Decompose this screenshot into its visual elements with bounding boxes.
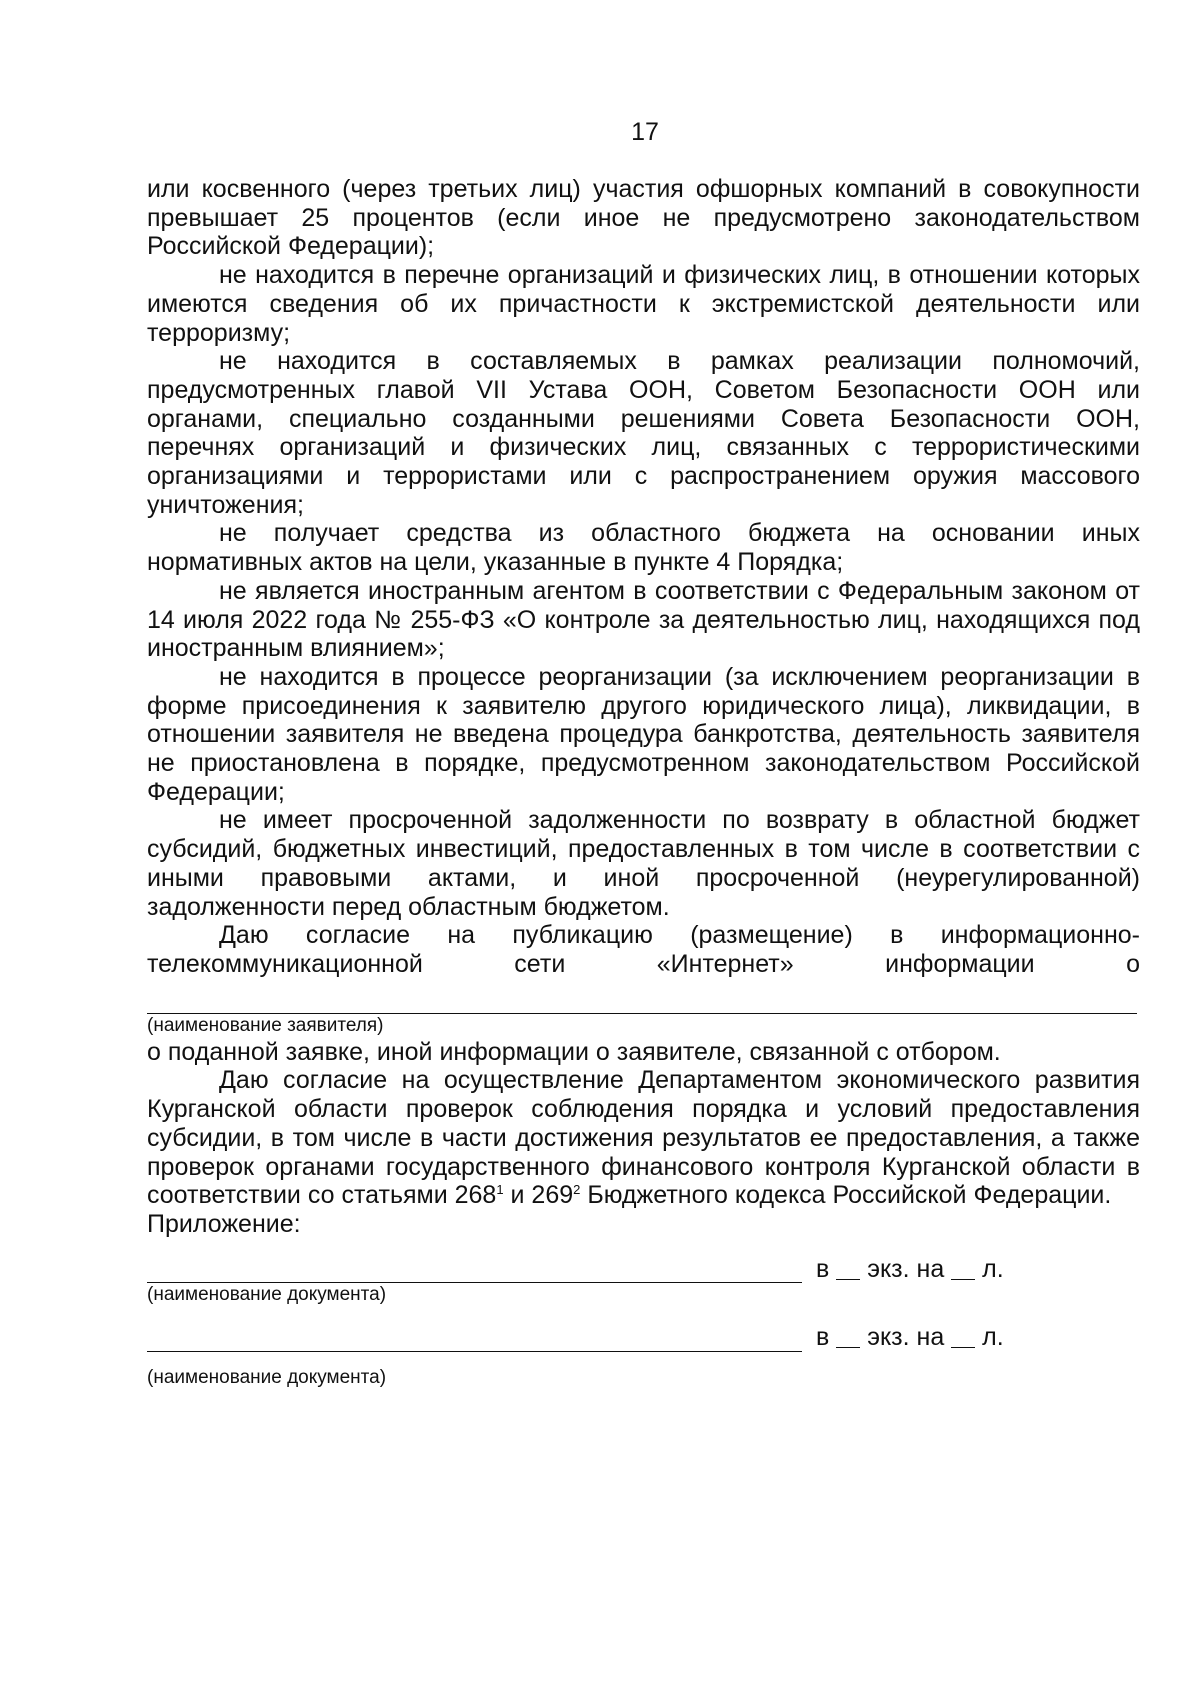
paragraph-reorganization: не находится в процессе реорганизации (за исключением реорганизации в форме присоединения к заявителю другого юридического лица), ликвидации, в отношении заявителя не введена процедура банкротства, деятельность заявителя не приостановлена в порядке, предусмотренном законодательством Российской Федерации; [147,662,1140,806]
paragraph-consent-publication: Даю согласие на публикацию (размещение) в информационно-телекоммуникационной сети «Интернет» информации о [147,921,1140,978]
paragraph-debt: не имеет просроченной задолженности по возврату в областной бюджет субсидий, бюджетных инвестиций, предоставленных в том числе в соответствии с иными правовыми актами, и иной просроченной (неурегулированной) задолженности перед областным бюджетом. [147,806,1140,921]
paragraph-extremism-list: не находится в перечне организаций и физических лиц, в отношении которых имеются сведения об их причастности к экстремистской деятельности или терроризму; [147,261,1140,347]
annex-sheets-label: л. [982,1254,1004,1283]
annex-copies-label: экз. на [867,1254,945,1283]
annex-copies-1 [816,1255,1004,1284]
consent-inspection-text-2: и 269 [503,1181,574,1210]
annex-document-name-line-1[interactable] [147,1256,802,1283]
paragraph-budget-funds: не получает средства из областного бюджета на основании иных нормативных актов на цели, указанные в пункте 4 Порядка; [147,519,1140,577]
annex-row-1 [147,1255,1047,1284]
article-superscript-2: 2 [573,1182,581,1198]
paragraph-foreign-agent: не является иностранным агентом в соответствии с Федеральным законом от 14 июля 2022 года № 255-ФЗ «О контроле за деятельностью лиц, находящихся под иностранным влиянием»; [147,576,1140,663]
annex-copies-2 [816,1323,1004,1352]
annex-sheets-label: л. [982,1323,1004,1352]
document-body [147,175,1140,1390]
annex-document-caption-1: (наименование документа) [147,1284,387,1306]
paragraph-un-lists: не находится в составляемых в рамках реализации полномочий, предусмотренных главой VII Устава ООН, Советом Безопасности ООН или органами, специально созданными решениями Совета Безопасности ООН, перечнях организаций и физических лиц, связанных с террористическими организациями и террористами или с распространением оружия массового уничтожения; [147,347,1140,519]
annex-copies-blank[interactable] [836,1257,860,1280]
annex-sheets-blank[interactable] [951,1257,975,1280]
page-number: 17 [631,118,659,146]
paragraph-consent-inspection [147,1066,1140,1210]
applicant-name-line[interactable] [147,979,1137,1014]
annex-row-2 [147,1323,1047,1352]
paragraph-offshore: или косвенного (через третьих лиц) участия офшорных компаний в совокупности превышает 25 процентов (если иное не предусмотрено законодательством Российской Федерации); [147,175,1140,261]
annex-in-label: в [816,1254,830,1283]
applicant-name-caption: (наименование заявителя) [147,1014,384,1036]
consent-inspection-text-1: Даю согласие на осуществление Департаментом экономического развития Курганской области проверок соблюдения порядка и условий предоставления субсидии, в том числе в части достижения результатов ее предоставления, а также проверок органами государственного финансового контроля Курганской области в соответствии со статьями 268 [147,1066,1140,1210]
annex-document-name-line-2[interactable] [147,1325,802,1352]
annex-in-label: в [816,1323,830,1352]
annex-document-caption-2: (наименование документа) [147,1367,387,1389]
annex-sheets-blank[interactable] [951,1325,975,1348]
annex-copies-blank[interactable] [836,1325,860,1348]
article-superscript-1: 1 [496,1182,504,1198]
annex-copies-label: экз. на [867,1323,945,1352]
paragraph-application-info: о поданной заявке, иной информации о заявителе, связанной с отбором. [147,1037,1001,1066]
annex-label: Приложение: [147,1209,301,1238]
consent-inspection-text-3: Бюджетного кодекса Российской Федерации. [580,1181,1112,1210]
